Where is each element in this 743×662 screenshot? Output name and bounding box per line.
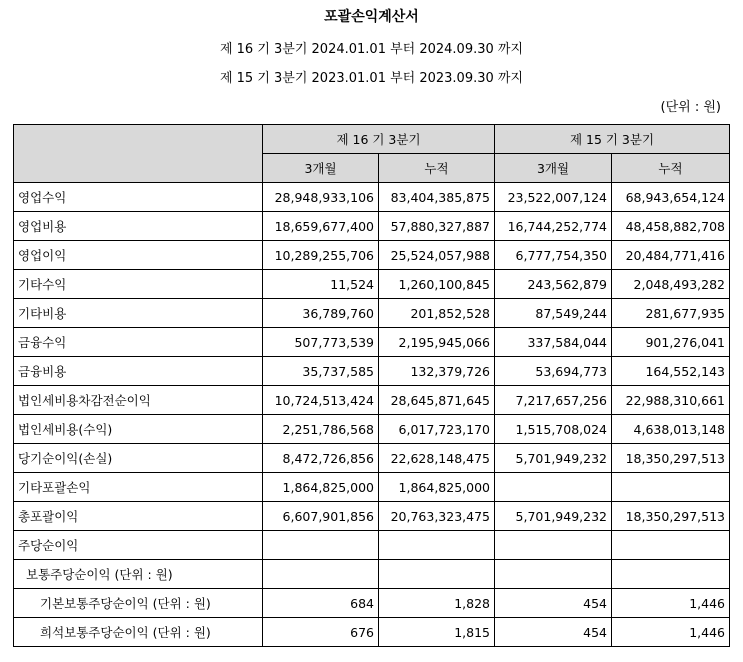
cell-value: 8,472,726,856: [263, 444, 379, 473]
row-label: 주당순이익: [14, 531, 263, 560]
cell-value: [612, 560, 730, 589]
row-label: 희석보통주당순이익 (단위 : 원): [14, 618, 263, 647]
cell-value: 22,628,148,475: [379, 444, 495, 473]
cell-value: 20,763,323,475: [379, 502, 495, 531]
cell-value: [263, 560, 379, 589]
cell-value: 22,988,310,661: [612, 386, 730, 415]
cell-value: 132,379,726: [379, 357, 495, 386]
table-row: [14, 589, 730, 618]
table-body: [14, 183, 730, 647]
row-label: 기타비용: [14, 299, 263, 328]
header-current-cum: 누적: [379, 154, 495, 183]
table-row: [14, 299, 730, 328]
row-label: 영업이익: [14, 241, 263, 270]
cell-value: 35,737,585: [263, 357, 379, 386]
table-row: [14, 473, 730, 502]
cell-value: [612, 531, 730, 560]
header-prior-period: 제 15 기 3분기: [495, 125, 730, 154]
table-row: [14, 444, 730, 473]
cell-value: 87,549,244: [495, 299, 612, 328]
row-label: 금융비용: [14, 357, 263, 386]
cell-value: 1,815: [379, 618, 495, 647]
row-label: 총포괄이익: [14, 502, 263, 531]
period-prior-line: 제 15 기 3분기 2023.01.01 부터 2023.09.30 까지: [219, 71, 524, 86]
row-label: 영업비용: [14, 212, 263, 241]
income-statement-table: [13, 124, 730, 647]
table-row: [14, 357, 730, 386]
cell-value: 36,789,760: [263, 299, 379, 328]
table-row: [14, 386, 730, 415]
cell-value: 1,446: [612, 618, 730, 647]
cell-value: 6,017,723,170: [379, 415, 495, 444]
period-current-line: 제 16 기 3분기 2024.01.01 부터 2024.09.30 까지: [219, 42, 524, 57]
row-label: 법인세비용(수익): [14, 415, 263, 444]
cell-value: 11,524: [263, 270, 379, 299]
table-header-row-periods: [14, 125, 730, 154]
table-row: [14, 328, 730, 357]
cell-value: 10,289,255,706: [263, 241, 379, 270]
table-row: [14, 531, 730, 560]
cell-value: 676: [263, 618, 379, 647]
cell-value: 1,260,100,845: [379, 270, 495, 299]
cell-value: [495, 473, 612, 502]
cell-value: 1,515,708,024: [495, 415, 612, 444]
unit-note: (단위 : 원): [660, 100, 721, 115]
cell-value: 2,048,493,282: [612, 270, 730, 299]
header-current-period: 제 16 기 3분기: [263, 125, 495, 154]
cell-value: [495, 531, 612, 560]
cell-value: 901,276,041: [612, 328, 730, 357]
cell-value: 507,773,539: [263, 328, 379, 357]
cell-value: 454: [495, 618, 612, 647]
table-row: [14, 183, 730, 212]
statement-title: 포괄손익계산서: [324, 9, 419, 25]
cell-value: 10,724,513,424: [263, 386, 379, 415]
table-row: [14, 212, 730, 241]
cell-value: 28,645,871,645: [379, 386, 495, 415]
cell-value: 281,677,935: [612, 299, 730, 328]
cell-value: 1,828: [379, 589, 495, 618]
table-row: [14, 415, 730, 444]
cell-value: 6,607,901,856: [263, 502, 379, 531]
cell-value: [495, 560, 612, 589]
cell-value: [379, 531, 495, 560]
cell-value: 5,701,949,232: [495, 444, 612, 473]
header-corner-cell: [14, 125, 263, 183]
cell-value: 6,777,754,350: [495, 241, 612, 270]
row-label: 금융수익: [14, 328, 263, 357]
table-row: [14, 270, 730, 299]
cell-value: [612, 473, 730, 502]
cell-value: 1,864,825,000: [379, 473, 495, 502]
row-label: 영업수익: [14, 183, 263, 212]
table-row: [14, 560, 730, 589]
cell-value: 28,948,933,106: [263, 183, 379, 212]
cell-value: 1,864,825,000: [263, 473, 379, 502]
cell-value: [379, 560, 495, 589]
row-label: 법인세비용차감전순이익: [14, 386, 263, 415]
cell-value: 201,852,528: [379, 299, 495, 328]
cell-value: 48,458,882,708: [612, 212, 730, 241]
cell-value: 454: [495, 589, 612, 618]
cell-value: [263, 531, 379, 560]
cell-value: 53,694,773: [495, 357, 612, 386]
row-label: 기본보통주당순이익 (단위 : 원): [14, 589, 263, 618]
cell-value: 1,446: [612, 589, 730, 618]
cell-value: 5,701,949,232: [495, 502, 612, 531]
cell-value: 18,350,297,513: [612, 444, 730, 473]
cell-value: 337,584,044: [495, 328, 612, 357]
row-label: 기타포괄손익: [14, 473, 263, 502]
cell-value: 20,484,771,416: [612, 241, 730, 270]
row-label: 당기순이익(손실): [14, 444, 263, 473]
cell-value: 4,638,013,148: [612, 415, 730, 444]
cell-value: 18,659,677,400: [263, 212, 379, 241]
cell-value: 18,350,297,513: [612, 502, 730, 531]
header-prior-cum: 누적: [612, 154, 730, 183]
header-current-3m: 3개월: [263, 154, 379, 183]
table-row: [14, 241, 730, 270]
cell-value: 164,552,143: [612, 357, 730, 386]
cell-value: 83,404,385,875: [379, 183, 495, 212]
cell-value: 25,524,057,988: [379, 241, 495, 270]
cell-value: 243,562,879: [495, 270, 612, 299]
table-row: [14, 618, 730, 647]
cell-value: 16,744,252,774: [495, 212, 612, 241]
cell-value: 684: [263, 589, 379, 618]
cell-value: 57,880,327,887: [379, 212, 495, 241]
row-label: 보통주당순이익 (단위 : 원): [14, 560, 263, 589]
table-row: [14, 502, 730, 531]
cell-value: 2,195,945,066: [379, 328, 495, 357]
row-label: 기타수익: [14, 270, 263, 299]
cell-value: 23,522,007,124: [495, 183, 612, 212]
cell-value: 68,943,654,124: [612, 183, 730, 212]
cell-value: 2,251,786,568: [263, 415, 379, 444]
header-prior-3m: 3개월: [495, 154, 612, 183]
cell-value: 7,217,657,256: [495, 386, 612, 415]
